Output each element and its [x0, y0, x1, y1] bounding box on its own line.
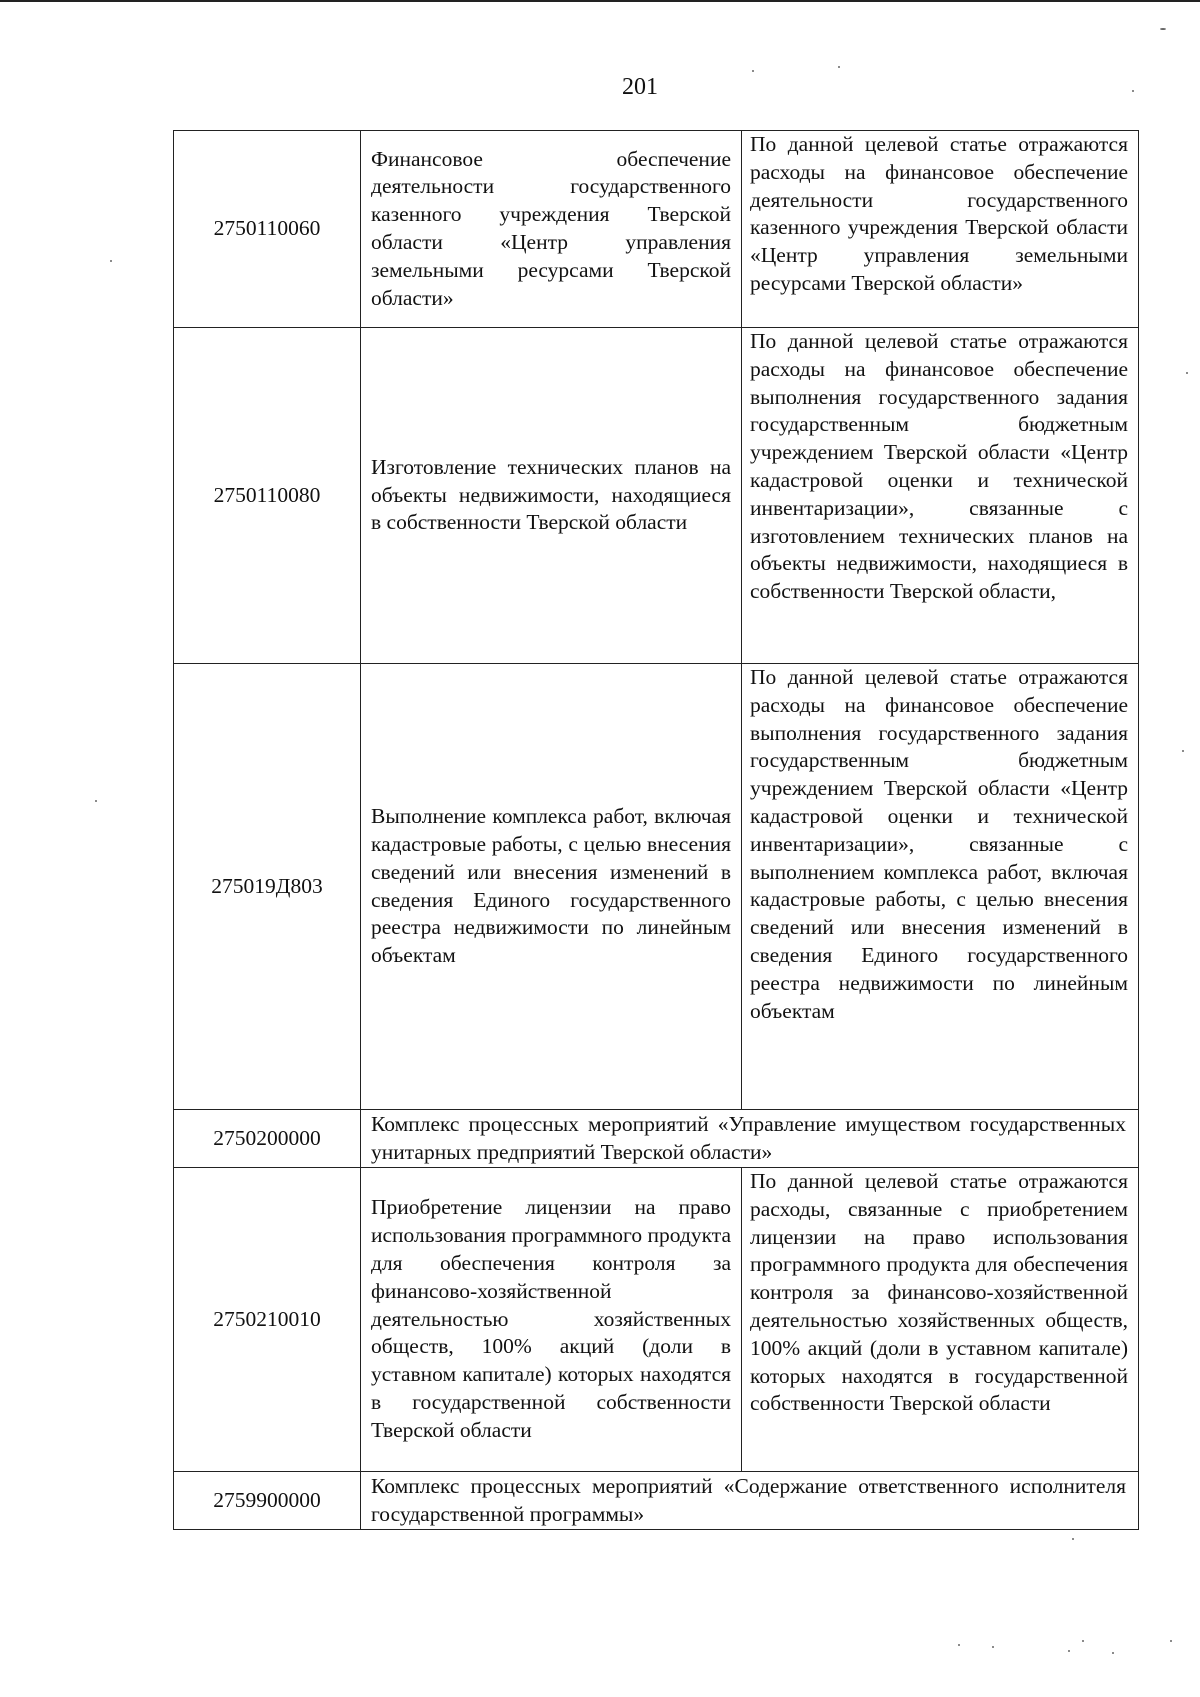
scan-speck: [1068, 1650, 1070, 1652]
table-row: [174, 664, 1139, 1110]
target-article-description: [742, 664, 1139, 1110]
target-article-description-text: По данной целевой статье отражаются расходы на финансовое обеспечение выполнения государственного задания государственным бюджетным учреждением Тверской области «Центр кадастровой оценки и технической инвентаризации», связанные с выполнением комплекса работ, включая кадастровые работы, с целью внесения сведений или внесения изменений в сведения Единого государственного реестра недвижимости по линейным объектам: [750, 665, 1128, 1023]
target-article-description: [742, 328, 1139, 664]
scan-speck: [958, 1644, 960, 1646]
target-article-name-text: Выполнение комплекса работ, включая кадастровые работы, с целью внесения сведений или внесения изменений в сведения Единого государственного реестра недвижимости по линейным объектам: [371, 804, 731, 968]
process-complex-title-text: Комплекс процессных мероприятий «Содержание ответственного исполнителя государственной программы»: [371, 1473, 1126, 1526]
target-article-code: 2750110080: [174, 328, 361, 664]
scan-speck: [1082, 1640, 1084, 1642]
process-complex-title: [361, 1110, 1139, 1168]
table-row: [174, 328, 1139, 664]
process-complex-title-text: Комплекс процессных мероприятий «Управление имуществом государственных унитарных предприятий Тверской области»: [371, 1111, 1126, 1164]
target-article-name: [361, 664, 742, 1110]
scan-speck: [110, 260, 112, 262]
target-article-name-text: Финансовое обеспечение деятельности государственного казенного учреждения Тверской области «Центр управления земельными ресурсами Тверской области»: [371, 146, 731, 310]
table-row: [174, 1110, 1139, 1168]
target-article-name: [361, 328, 742, 664]
table-row: [174, 131, 1139, 328]
scan-speck: [1170, 1640, 1172, 1642]
scan-speck: [992, 1646, 994, 1648]
page-top-edge: [0, 0, 1200, 2]
table-row: [174, 1472, 1139, 1530]
table-row: [174, 1168, 1139, 1472]
target-article-description-text: По данной целевой статье отражаются расходы, связанные с приобретением лицензии на право использования программного продукта для обеспечения контроля за финансово-хозяйственной деятельностью хозяйственных обществ, 100% акций (доли в уставном капитале) которых находятся в государственной собственности Тверской области: [750, 1169, 1128, 1416]
target-article-description: [742, 1168, 1139, 1472]
scan-speck: [95, 800, 97, 802]
process-complex-title: [361, 1472, 1139, 1530]
target-article-code: 2759900000: [174, 1472, 361, 1530]
target-article-description: [742, 131, 1139, 328]
target-article-name: [361, 1168, 742, 1472]
target-article-code: 2750110060: [174, 131, 361, 328]
scan-speck: [838, 66, 840, 68]
scan-speck: [1132, 90, 1134, 92]
budget-classification-table: [173, 130, 1139, 1530]
target-article-name-text: Приобретение лицензии на право использования программного продукта для обеспечения контроля за финансово-хозяйственной деятельностью хозяйственных обществ, 100% акций (доли в уставном капитале) которых находятся в государственной собственности Тверской области: [371, 1195, 731, 1442]
scan-speck: [1182, 750, 1184, 752]
target-article-code: 275019Д803: [174, 664, 361, 1110]
target-article-name: [361, 131, 742, 328]
scan-speck: [1112, 1652, 1114, 1654]
scan-speck: [1072, 1538, 1074, 1540]
target-article-description-text: По данной целевой статье отражаются расходы на финансовое обеспечение деятельности государственного казенного учреждения Тверской области «Центр управления земельными ресурсами Тверской области»: [750, 132, 1128, 295]
target-article-name-text: Изготовление технических планов на объекты недвижимости, находящиеся в собственности Тверской области: [371, 454, 731, 535]
scan-speck: [1160, 28, 1166, 30]
target-article-code: 2750200000: [174, 1110, 361, 1168]
target-article-description-text: По данной целевой статье отражаются расходы на финансовое обеспечение выполнения государственного задания государственным бюджетным учреждением Тверской области «Центр кадастровой оценки и технической инвентаризации», связанные с изготовлением технических планов на объекты недвижимости, находящиеся в собственности Тверской области,: [750, 329, 1128, 604]
scan-speck: [752, 70, 754, 72]
scan-speck: [1186, 372, 1188, 374]
page-number: 201: [622, 74, 658, 100]
target-article-code: 2750210010: [174, 1168, 361, 1472]
